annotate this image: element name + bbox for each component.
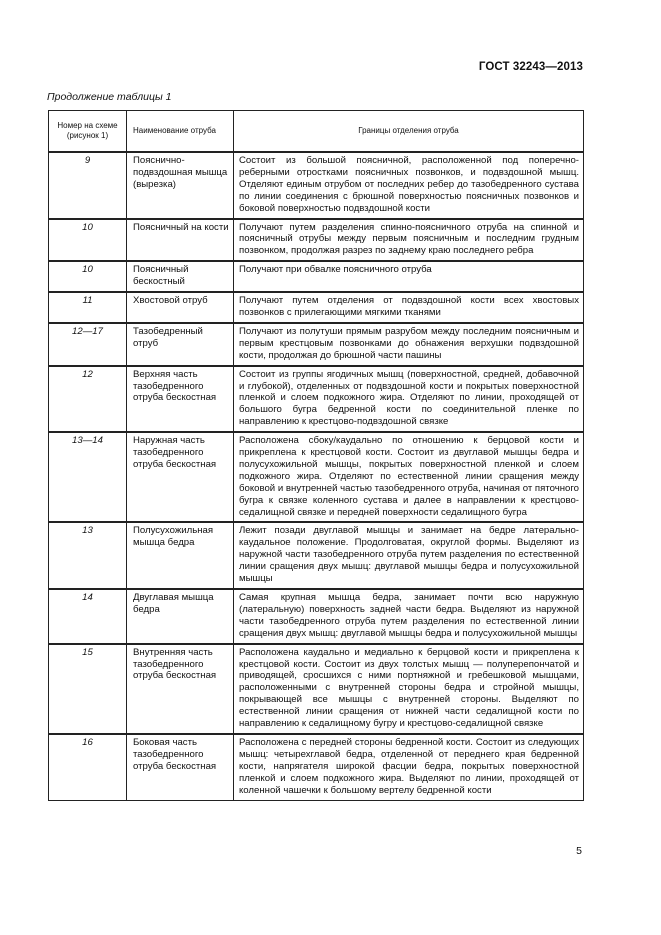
table-body (49, 152, 584, 800)
cuts-table (48, 110, 584, 801)
column-header-number: Номер на схеме (рисунок 1) (49, 111, 127, 153)
cell-boundaries: Самая крупная мышца бедра, занимает почти всю наружную (латеральную) поверхность задней части бедра. Выделяют из наружной части тазобедренного отруба путем разделения по естественной линии сращения двух мышц: двуглавой мышцы бедра и полусухожильной мышцы (234, 589, 584, 644)
cell-number: 14 (49, 589, 127, 644)
cell-cut-name: Двуглавая мышца бедра (127, 589, 234, 644)
cell-boundaries: Расположена каудально и медиально к берцовой кости и прикреплена к крестцовой кости. Состоит из двух толстых мышц — полуперепончатой и приводящей, сросшихся с ними портняжной и гребешковой мышцами, расположенными с внутренней стороны бедра и стройной мышцы, покрывающей все мышцы с внутренней стороны. Выделяют по естественной линии сращения от нижней части седалищной кости по направлению к седалищному бугру и крестцово-седалищной связке (234, 644, 584, 734)
cell-boundaries: Получают путем разделения спинно-поясничного отруба на спинной и поясничный отрубы между первым поясничным и последним грудным позвонком, продолжая разрез по заднему краю последнего ребра (234, 219, 584, 262)
cell-number: 12—17 (49, 323, 127, 366)
column-header-boundaries: Границы отделения отруба (234, 111, 584, 153)
cell-boundaries: Расположена с передней стороны бедренной кости. Состоит из следующих мышц: четырехглавой бедра, отделенной от переднего края бедренной кости, напрягателя широкой фасции бедра, покрытых поверхностной пленкой и слоем подкожного жира. Выделяют по линии, проходящей от коленной чашечки к большому вертелу бедренной кости (234, 734, 584, 800)
table-row (49, 152, 584, 219)
cell-number: 10 (49, 261, 127, 292)
cell-cut-name: Тазобедренный отруб (127, 323, 234, 366)
table-row (49, 261, 584, 292)
cell-cut-name: Боковая часть тазобедренного отруба бескостная (127, 734, 234, 800)
table-row (49, 589, 584, 644)
cell-boundaries: Получают путем отделения от подвздошной кости всех хвостовых позвонков с прилегающими мягкими тканями (234, 292, 584, 323)
table-row (49, 644, 584, 734)
table-row (49, 522, 584, 589)
cell-boundaries: Состоит из группы ягодичных мышц (поверхностной, средней, добавочной и глубокой), отделенных от подвздошной кости и покрытых поверхностной пленкой и слоем подкожного жира. Отделяют по линии, проходящей от большого бугра бедренной кости по соединительной пленке по направлению к крестцово-подвздошной связке (234, 366, 584, 433)
table-row (49, 366, 584, 433)
cell-cut-name: Поясничный бескостный (127, 261, 234, 292)
column-header-name: Наименование отруба (127, 111, 234, 153)
cell-cut-name: Пояснично-подвздошная мышца (вырезка) (127, 152, 234, 219)
cell-number: 15 (49, 644, 127, 734)
cell-cut-name: Хвостовой отруб (127, 292, 234, 323)
cell-number: 9 (49, 152, 127, 219)
cell-cut-name: Верхняя часть тазобедренного отруба бескостная (127, 366, 234, 433)
table-caption: Продолжение таблицы 1 (47, 91, 172, 103)
table-row (49, 219, 584, 262)
document-standard-header: ГОСТ 32243—2013 (478, 61, 583, 73)
cell-number: 13—14 (49, 432, 127, 522)
cell-number: 12 (49, 366, 127, 433)
table-row (49, 292, 584, 323)
cell-cut-name: Поясничный на кости (127, 219, 234, 262)
cell-cut-name: Внутренняя часть тазобедренного отруба бескостная (127, 644, 234, 734)
cell-number: 13 (49, 522, 127, 589)
cell-number: 10 (49, 219, 127, 262)
cell-number: 16 (49, 734, 127, 800)
cell-number: 11 (49, 292, 127, 323)
cell-boundaries: Получают при обвалке поясничного отруба (234, 261, 584, 292)
cell-boundaries: Расположена сбоку/каудально по отношению к берцовой кости и прикреплена к крестцовой кости. Состоит из двуглавой мышцы бедра и полусухожильной мышцы, покрытых поверхностной пленкой и слоем подкожного жира. Отделяют по естественной линии сращения между боковой и внутренней частью тазобедренного отруба, начиная от пяточного бугра к связке коленного сустава и далее в направлении к крестцово-седалищной связке и передней поверхности седалищного бугра (234, 432, 584, 522)
cell-cut-name: Полусухожильная мышца бедра (127, 522, 234, 589)
cell-boundaries: Состоит из большой поясничной, расположенной под поперечно-реберными отростками поясничных позвонков, и подвздошной мышц. Отделяют единым отрубом от последних ребер до тазобедренного сустава по линии соединения с брюшной поверхностью поясничных позвонков и боковой поверхностью подвздошной кости (234, 152, 584, 219)
table-header-row (49, 111, 584, 153)
table-row (49, 734, 584, 800)
cell-boundaries: Лежит позади двуглавой мышцы и занимает на бедре латерально-каудальное положение. Продолговатая, округлой формы. Выделяют из наружной части тазобедренного отруба путем разделения по естественной линии сращения двух мышц: двуглавой мышцы бедра и полусухожильной мышцы (234, 522, 584, 589)
page-number: 5 (576, 845, 582, 857)
cell-cut-name: Наружная часть тазобедренного отруба бескостная (127, 432, 234, 522)
cell-boundaries: Получают из полутуши прямым разрубом между последним поясничным и первым крестцовым позвонками до обнажения верхушки подвздошной кости, продолжая до брюшной части пашины (234, 323, 584, 366)
table-row (49, 432, 584, 522)
table-row (49, 323, 584, 366)
